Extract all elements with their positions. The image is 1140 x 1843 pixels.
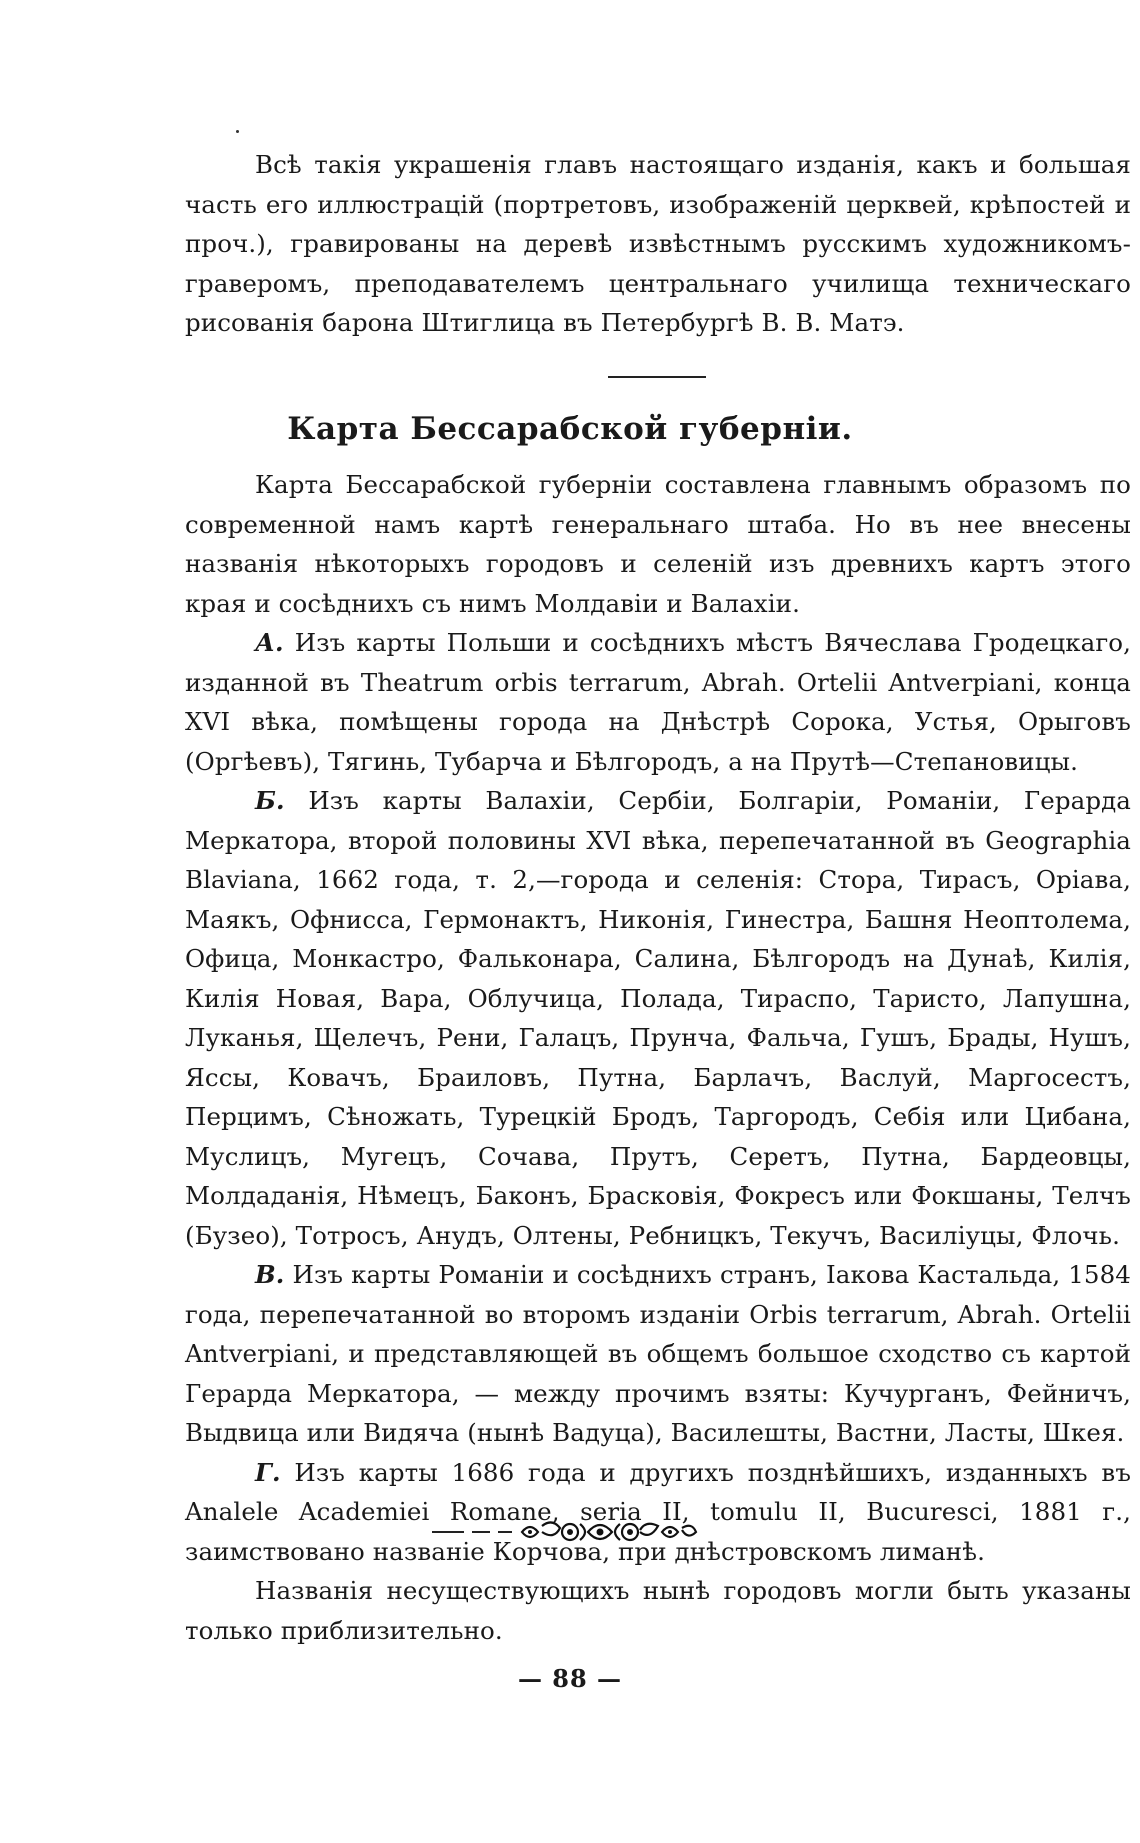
- paragraph-b-text: Изъ карты Валахіи, Сербіи, Болгаріи, Романіи, Герарда Меркатора, второй половины XVI вѣка, перепечатанной въ Geographia Blaviana, 1662 года, т. 2,—города и селенія: Стора, Тирасъ, Оріава, Маякъ, Офнисса, Гермонактъ, Никонія, Гинестра, Башня Неоптолема, Офица, Монкастро, Фальконара, Салина, Бѣлгородъ на Дунаѣ, Килія, Килія Новая, Вара, Облучица, Полада, Тираспо, Таристо, Лапушна, Луканья, Щелечъ, Рени, Галацъ, Прунча, Фальча, Гушъ, Брады, Нушъ, Яссы, Ковачъ, Браиловъ, Путна, Барлачъ, Васлуй, Маргосестъ, Перцимъ, Сѣножать, Турецкій Бродъ, Таргородъ, Себія или Цибана, Муслицъ, Мугецъ, Сочава, Прутъ, Серетъ, Путна, Бардеовцы, Молдаданія, Нѣмецъ, Баконъ, Брасковія, Фокресъ или Фокшаны, Телчъ (Бузео), Тотросъ, Анудъ, Олтены, Ребницкъ, Текучъ, Василіуцы, Флочь.: [185, 786, 1132, 1250]
- paragraph-a-text: Изъ карты Польши и сосѣднихъ мѣстъ Вячеслава Гродецкаго, изданной въ Theatrum orbis terrarum, Abrah. Ortelii Antverpiani, конца XVI вѣка, помѣщены города на Днѣстрѣ Сорока, Устья, Орыговъ (Оргѣевъ), Тягинь, Тубарча и Бѣлгородъ, а на Прутѣ—Степановицы.: [185, 628, 1131, 776]
- section-divider: [608, 376, 706, 378]
- page-number: — 88 —: [517, 1664, 623, 1693]
- section-body: [185, 465, 1131, 1650]
- ornament-divider-icon: [430, 1512, 760, 1552]
- paragraph-a: [185, 623, 1131, 781]
- intro-block: [185, 145, 1131, 343]
- section-title: Карта Бессарабской губерніи.: [287, 411, 853, 447]
- paragraph-a-lead: А.: [255, 628, 284, 657]
- paragraph-b-lead: Б.: [255, 786, 285, 815]
- paragraph-closing: Названія несуществующихъ нынѣ городовъ могли быть указаны только приблизительно.: [185, 1576, 1131, 1645]
- paragraph-v-text: Изъ карты Романіи и сосѣднихъ странъ, Іакова Кастальда, 1584 года, перепечатанной во второмъ изданіи Orbis terrarum, Abrah. Ortelii Antverpiani, и представляющей въ общемъ большое сходство съ картой Герарда Меркатора, — между прочимъ взяты: Кучурганъ, Фейничъ, Выдвица или Видяча (нынѣ Вадуца), Василешты, Вастни, Ласты, Шкея.: [185, 1260, 1131, 1447]
- paragraph-intro: Карта Бессарабской губерніи составлена главнымъ образомъ по современной намъ картѣ генеральнаго штаба. Но въ нее внесены названія нѣкоторыхъ городовъ и селеній изъ древнихъ картъ этого края и сосѣднихъ съ нимъ Молдавіи и Валахіи.: [185, 470, 1131, 618]
- paragraph-g-lead: Г.: [255, 1457, 281, 1487]
- intro-paragraph: Всѣ такія украшенія главъ настоящаго изданія, какъ и большая часть его иллюстрацій (портретовъ, изображеній церквей, крѣпостей и проч.), гравированы на деревѣ извѣстнымъ русскимъ художникомъ-граверомъ, преподавателемъ центральнаго училища техническаго рисованія барона Штиглица въ Петербургѣ В. В. Матэ.: [185, 150, 1131, 337]
- paragraph-b: [185, 781, 1131, 1255]
- paragraph-g-text: Изъ карты 1686 года и другихъ позднѣйшихъ, изданныхъ въ Analele Academiei Romane, seria II, tomulu II, Bucuresci, 1881 г., заимствовано названіе Корчова, при днѣстровскомъ лиманѣ.: [185, 1457, 1132, 1566]
- ink-speck: [236, 130, 239, 133]
- paragraph-v-lead: В.: [255, 1260, 285, 1289]
- paragraph-v: [185, 1255, 1131, 1453]
